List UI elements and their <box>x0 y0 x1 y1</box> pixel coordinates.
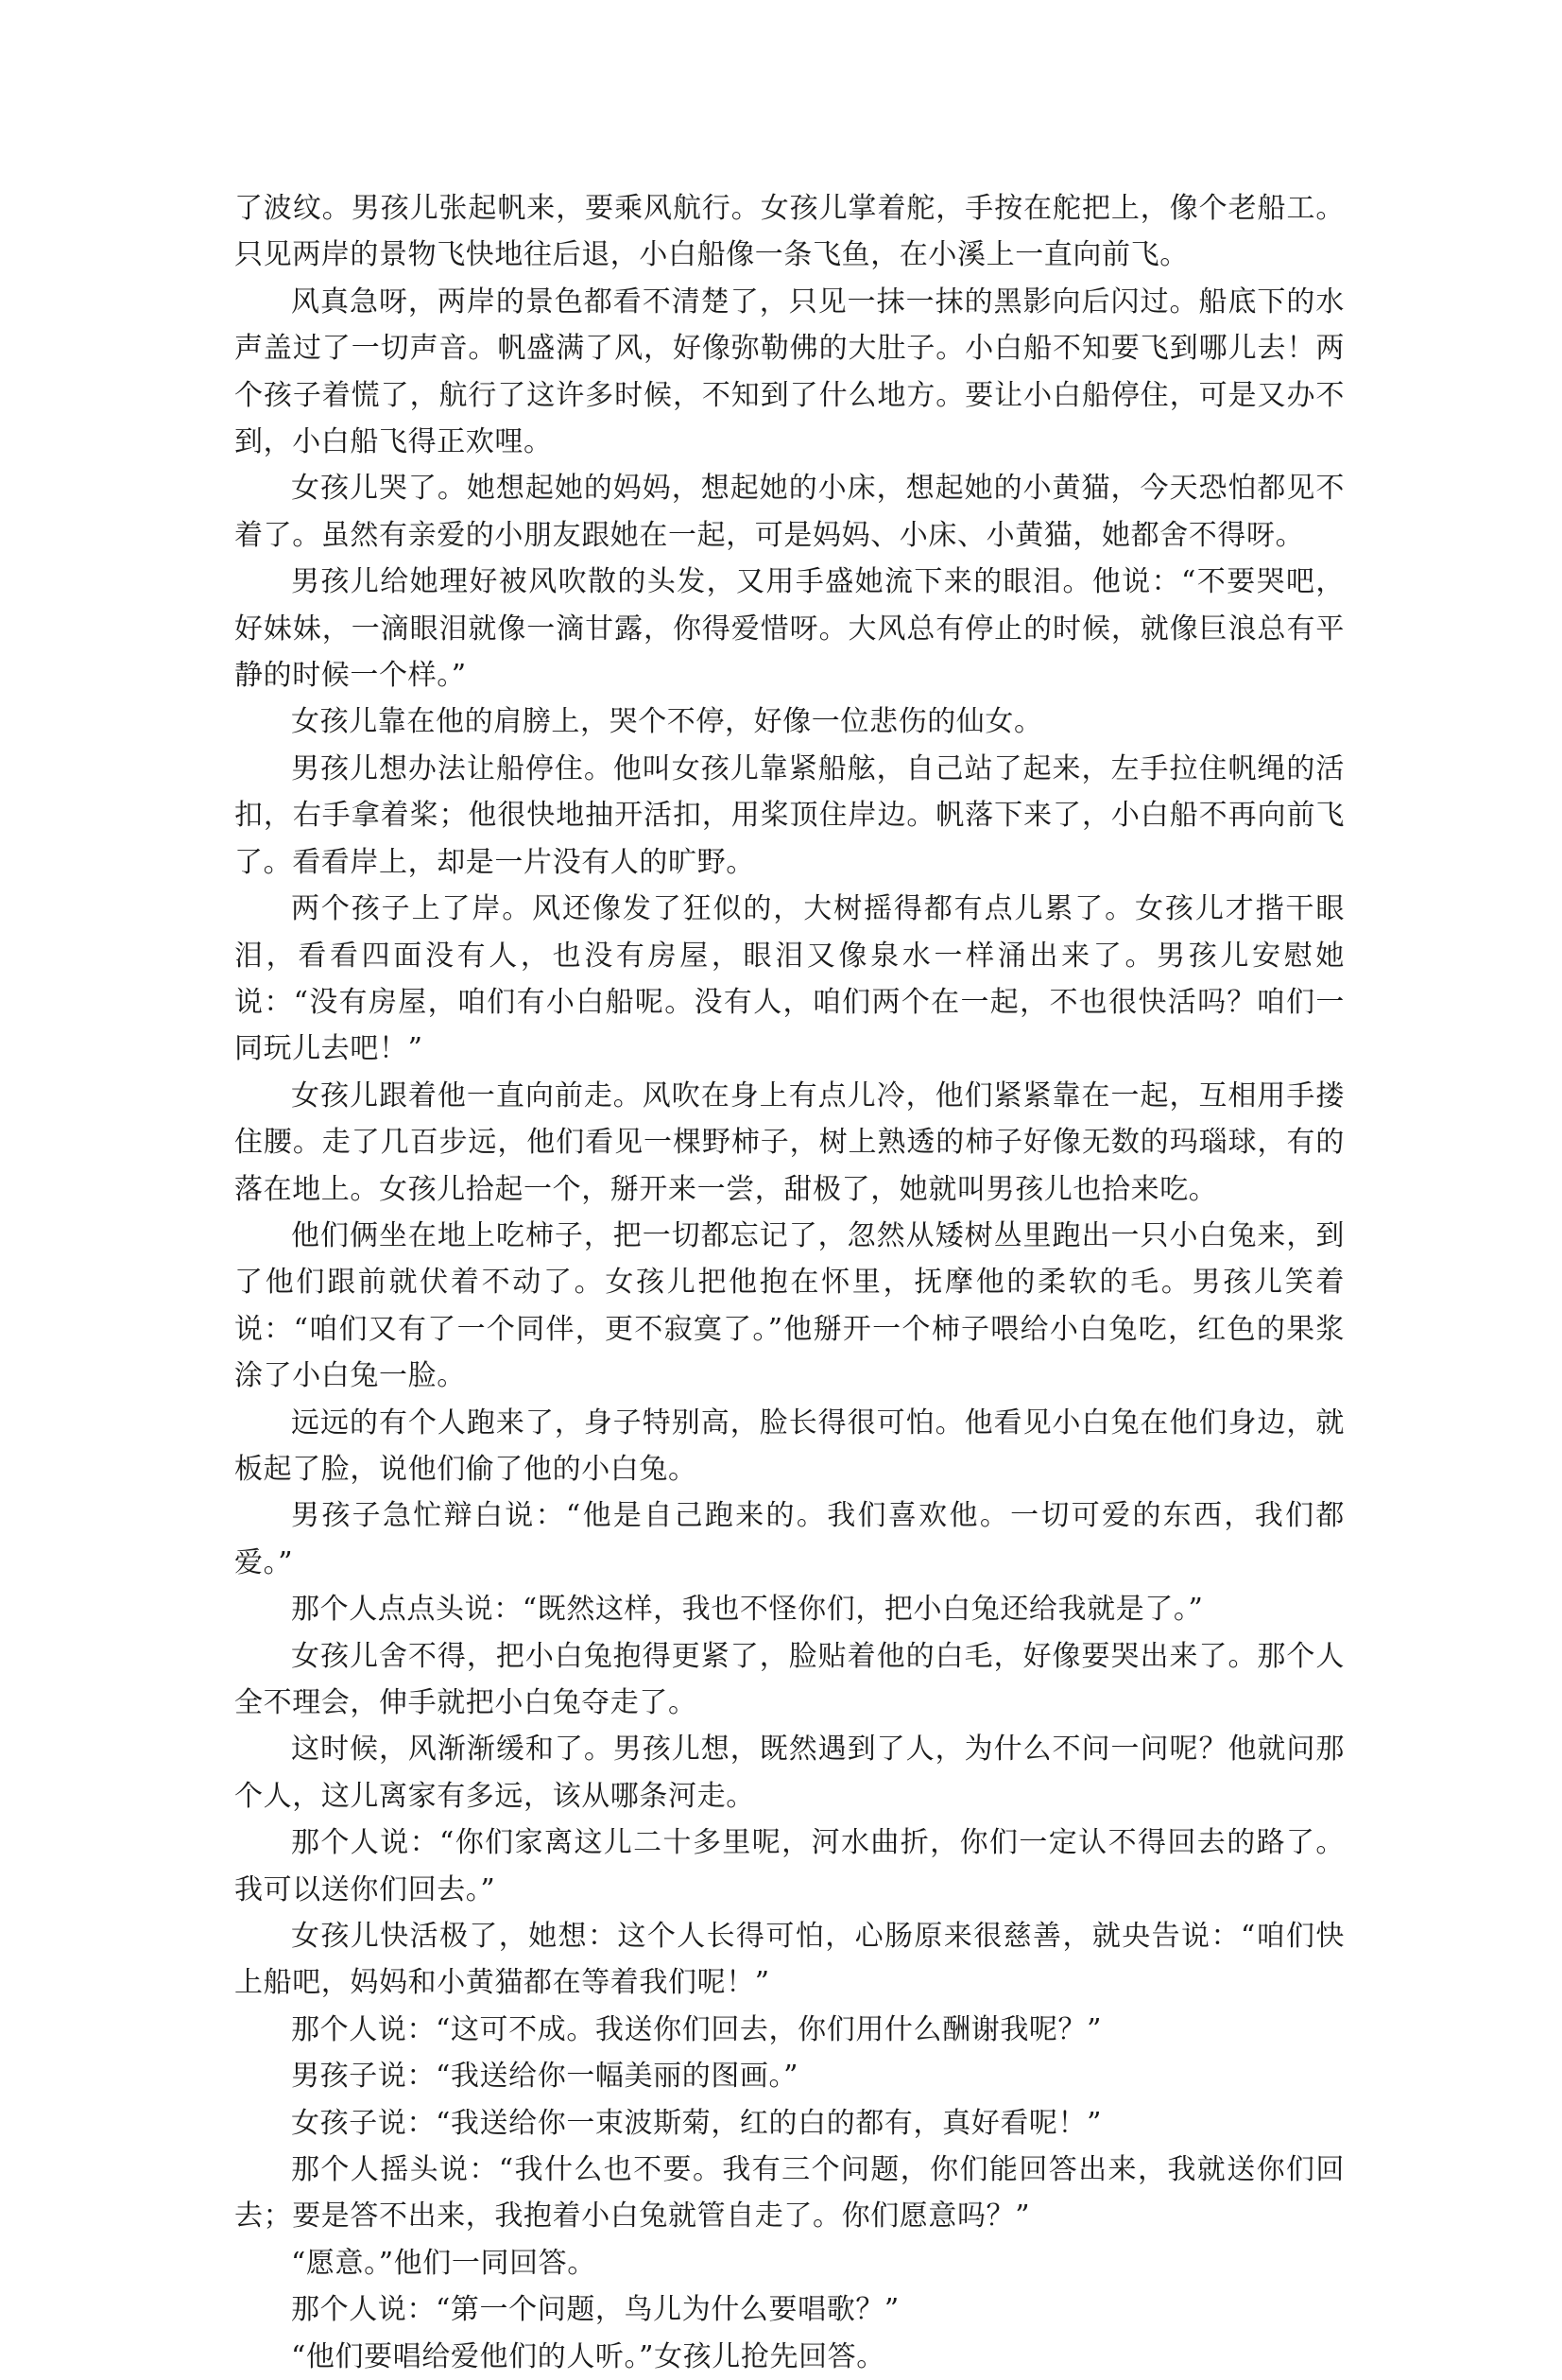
document-page <box>234 185 1345 2380</box>
paragraph-16: 女孩儿快活极了，她想：这个人长得可怕，心肠原来很慈善，就央告说：“咱们快上船吧，妈妈和小黄猫都在等着我们呢！” <box>234 1920 1345 2000</box>
paragraph-1: 了波纹。男孩儿张起帆来，要乘风航行。女孩儿掌着舵，手按在舵把上，像个老船工。只见两岸的景物飞快地往后退，小白船像一条飞鱼，在小溪上一直向前飞。 <box>234 192 1345 272</box>
paragraph-21: “愿意。”他们一同回答。 <box>291 2246 596 2280</box>
paragraph-9: 他们俩坐在地上吃柿子，把一切都忘记了，忽然从矮树丛里跑出一只小白兔来，到了他们跟前就伏着不动了。女孩儿把他抱在怀里，抚摩他的柔软的毛。男孩儿笑着说：“咱们又有了一个同伴，更不寂寞了。”他掰开一个柿子喂给小白兔吃，红色的果浆涂了小白兔一脸。 <box>234 1218 1345 1393</box>
paragraph-19: 女孩子说：“我送给你一束波斯菊，红的白的都有，真好看呢！” <box>291 2106 1103 2140</box>
paragraph-4: 男孩儿给她理好被风吹散的头发，又用手盛她流下来的眼泪。他说：“不要哭吧，好妹妹，一滴眼泪就像一滴甘露，你得爱惜呀。大风总有停止的时候，就像巨浪总有平静的时候一个样。” <box>234 565 1345 693</box>
paragraph-10: 远远的有个人跑来了，身子特别高，脸长得很可怕。他看见小白兔在他们身边，就板起了脸，说他们偷了他的小白兔。 <box>234 1406 1345 1486</box>
paragraph-6: 男孩儿想办法让船停住。他叫女孩儿靠紧船舷，自己站了起来，左手拉住帆绳的活扣，右手拿着桨；他很快地抽开活扣，用桨顶住岸边。帆落下来了，小白船不再向前飞了。看看岸上，却是一片没有人的旷野。 <box>234 751 1345 879</box>
paragraph-22: 那个人说：“第一个问题，鸟儿为什么要唱歌？” <box>291 2293 900 2327</box>
paragraph-14: 这时候，风渐渐缓和了。男孩儿想，既然遇到了人，为什么不问一问呢？他就问那个人，这儿离家有多远，该从哪条河走。 <box>234 1733 1345 1813</box>
paragraph-13: 女孩儿舍不得，把小白兔抱得更紧了，脸贴着他的白毛，好像要哭出来了。那个人全不理会，伸手就把小白兔夺走了。 <box>234 1639 1345 1719</box>
paragraph-12: 那个人点点头说：“既然这样，我也不怪你们，把小白兔还给我就是了。” <box>291 1593 1204 1627</box>
paragraph-2: 风真急呀，两岸的景色都看不清楚了，只见一抹一抹的黑影向后闪过。船底下的水声盖过了一切声音。帆盛满了风，好像弥勒佛的大肚子。小白船不知要飞到哪儿去！两个孩子着慌了，航行了这许多时候，不知到了什么地方。要让小白船停住，可是又办不到，小白船飞得正欢哩。 <box>234 285 1345 459</box>
paragraph-15: 那个人说：“你们家离这儿二十多里呢，河水曲折，你们一定认不得回去的路了。我可以送你们回去。” <box>234 1826 1345 1906</box>
paragraph-11: 男孩子急忙辩白说：“他是自己跑来的。我们喜欢他。一切可爱的东西，我们都爱。” <box>234 1499 1345 1579</box>
paragraph-20: 那个人摇头说：“我什么也不要。我有三个问题，你们能回答出来，我就送你们回去；要是答不出来，我抱着小白兔就管自走了。你们愿意吗？” <box>234 2153 1345 2233</box>
paragraph-8: 女孩儿跟着他一直向前走。风吹在身上有点儿冷，他们紧紧靠在一起，互相用手搂住腰。走了几百步远，他们看见一棵野柿子，树上熟透的柿子好像无数的玛瑙球，有的落在地上。女孩儿拾起一个，掰开来一尝，甜极了，她就叫男孩儿也拾来吃。 <box>234 1078 1345 1206</box>
paragraph-23: “他们要唱给爱他们的人听。”女孩儿抢先回答。 <box>291 2339 885 2373</box>
paragraph-17: 那个人说：“这可不成。我送你们回去，你们用什么酬谢我呢？” <box>291 2012 1103 2046</box>
paragraph-5: 女孩儿靠在他的肩膀上，哭个不停，好像一位悲伤的仙女。 <box>291 705 1043 739</box>
paragraph-3: 女孩儿哭了。她想起她的妈妈，想起她的小床，想起她的小黄猫，今天恐怕都见不着了。虽然有亲爱的小朋友跟她在一起，可是妈妈、小床、小黄猫，她都舍不得呀。 <box>234 472 1345 552</box>
paragraph-7: 两个孩子上了岸。风还像发了狂似的，大树摇得都有点儿累了。女孩儿才揩干眼泪，看看四面没有人，也没有房屋，眼泪又像泉水一样涌出来了。男孩儿安慰她说：“没有房屋，咱们有小白船呢。没有人，咱们两个在一起，不也很快活吗？咱们一同玩儿去吧！” <box>234 892 1345 1066</box>
paragraph-18: 男孩子说：“我送给你一幅美丽的图画。” <box>291 2060 799 2094</box>
